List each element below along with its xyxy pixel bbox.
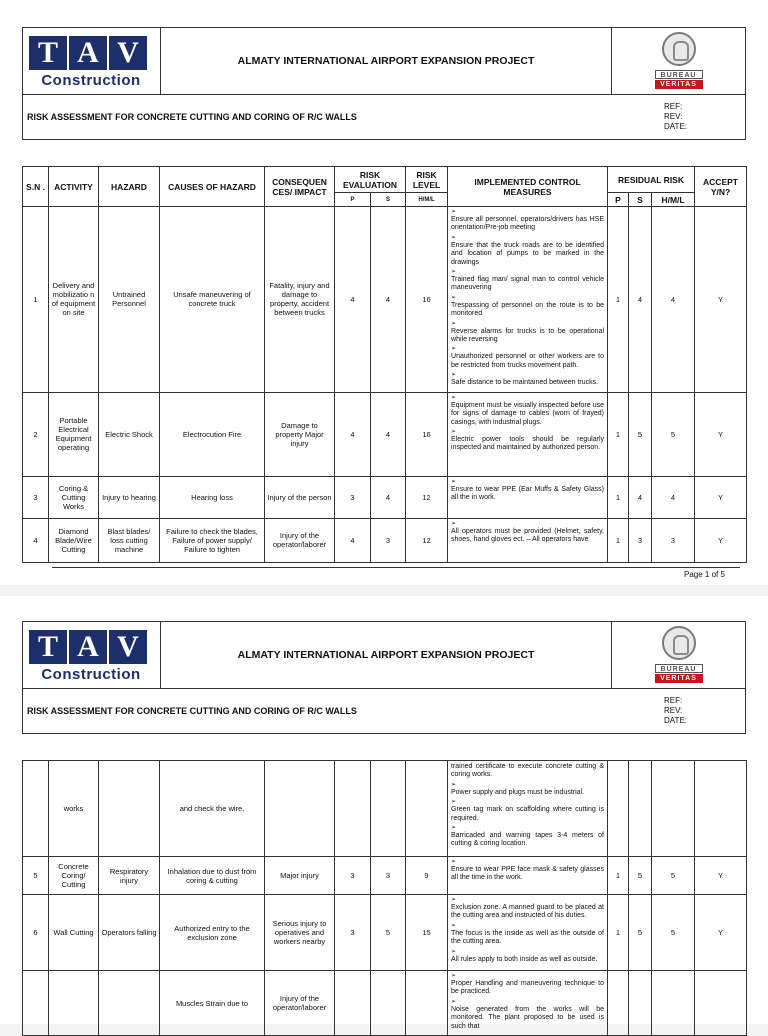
row-residual-probability: 1 xyxy=(608,476,629,518)
measure-item xyxy=(451,209,604,233)
measure-item xyxy=(451,295,604,319)
row-severity: 5 xyxy=(371,895,406,971)
row-severity: 4 xyxy=(371,392,406,476)
row-probability xyxy=(335,761,371,857)
certification-seal-icon xyxy=(662,32,696,66)
measure-item xyxy=(451,521,604,545)
measure-text: Electric power tools should be regularly inspected and maintained by authorized person. xyxy=(451,435,605,452)
row-residual-probability xyxy=(608,761,629,857)
row-causes: Muscles Strain due to xyxy=(160,971,265,1036)
row-severity xyxy=(371,971,406,1036)
row-risk-level: 12 xyxy=(406,518,448,562)
document-header xyxy=(22,27,746,140)
row-residual-level: 5 xyxy=(652,895,695,971)
measure-text: All rules apply to both inside as well as outside. xyxy=(451,955,598,963)
row-activity: Wall Cutting xyxy=(49,895,99,971)
row-causes: Failure to check the blades, Failure of power supply/ Failure to tighten xyxy=(160,518,265,562)
row-residual-level: 4 xyxy=(652,207,695,393)
row-accept: Y xyxy=(695,207,747,393)
table-row xyxy=(23,857,747,895)
row-severity xyxy=(371,761,406,857)
row-severity: 3 xyxy=(371,518,406,562)
rev-label: REV: xyxy=(664,112,683,121)
table-row xyxy=(23,392,747,476)
certifier-line1: BUREAU xyxy=(655,70,703,79)
arrow-bullet-icon: ➢ xyxy=(451,948,457,955)
row-probability: 4 xyxy=(335,207,371,393)
row-hazard: Untrained Personnel xyxy=(99,207,160,393)
certifier-line2: VERITAS xyxy=(655,80,703,89)
tav-logo xyxy=(23,622,161,688)
arrow-bullet-icon: ➢ xyxy=(451,922,457,929)
col-sn: S.N . xyxy=(23,167,49,207)
row-risk-level: 12 xyxy=(406,476,448,518)
col-res-s: S xyxy=(629,193,652,207)
measure-item xyxy=(451,235,604,267)
measure-text: Barricaded and warning tapes 3-4 meters of cutting & coring location. xyxy=(451,832,604,848)
measure-item xyxy=(451,321,604,345)
logo-letter: T xyxy=(29,36,67,70)
measure-text: Trained flag man/ signal man to control vehicle maneuvering xyxy=(451,276,605,292)
measure-text: Exclusion zone. A manned guard to be placed at the cutting area and instructed of his duties. xyxy=(451,904,604,920)
arrow-bullet-icon: ➢ xyxy=(451,520,457,527)
ref-label: REF: xyxy=(664,102,683,111)
row-control-measures xyxy=(448,392,608,476)
arrow-bullet-icon: ➢ xyxy=(451,372,457,379)
row-risk-level: 16 xyxy=(406,392,448,476)
row-residual-severity xyxy=(629,971,652,1036)
row-residual-probability: 1 xyxy=(608,392,629,476)
measure-text: Ensure to wear PPE (Ear Muffs & Safety Glass) all the in work. xyxy=(451,485,605,502)
measure-item xyxy=(451,479,604,503)
row-residual-level: 3 xyxy=(652,518,695,562)
logo-word: Construction xyxy=(41,666,141,683)
measure-item xyxy=(451,782,604,797)
row-severity: 3 xyxy=(371,857,406,895)
col-hazard: HAZARD xyxy=(99,167,160,207)
page-2 xyxy=(0,596,768,1030)
row-hazard: Blast blades/ loss cutting machine xyxy=(99,518,160,562)
project-title: ALMATY INTERNATIONAL AIRPORT EXPANSION PROJECT xyxy=(237,55,535,67)
row-activity: Delivery and mobilizatio n of equipment on site xyxy=(49,207,99,393)
bureau-veritas-logo xyxy=(611,28,745,94)
measure-text: Unauthorized personnel or other workers are to be restricted from trucks movement path. xyxy=(451,353,605,369)
col-consequences: CONSEQUEN CES/ IMPACT xyxy=(265,167,335,207)
row-probability: 4 xyxy=(335,518,371,562)
row-residual-probability: 1 xyxy=(608,207,629,393)
row-hazard xyxy=(99,761,160,857)
row-causes: Unsafe maneuvering of concrete truck xyxy=(160,207,265,393)
row-residual-level xyxy=(652,971,695,1036)
row-severity: 4 xyxy=(371,476,406,518)
arrow-bullet-icon: ➢ xyxy=(451,859,457,865)
row-activity: Diamond Blade/Wire Cutting xyxy=(49,518,99,562)
col-residual: RESIDUAL RISK xyxy=(608,167,695,193)
row-causes: and check the wire. xyxy=(160,761,265,857)
project-title: ALMATY INTERNATIONAL AIRPORT EXPANSION PROJECT xyxy=(237,649,535,661)
row-probability xyxy=(335,971,371,1036)
arrow-bullet-icon: ➢ xyxy=(451,478,457,485)
row-residual-severity xyxy=(629,761,652,857)
col-activity: ACTIVITY xyxy=(49,167,99,207)
row-residual-severity: 4 xyxy=(629,476,652,518)
row-accept: Y xyxy=(695,518,747,562)
reference-block xyxy=(664,102,687,132)
page-number: Page 1 of 5 xyxy=(684,570,725,579)
tav-logo xyxy=(23,28,161,94)
row-hazard: Injury to hearing xyxy=(99,476,160,518)
logo-letter: A xyxy=(69,630,107,664)
row-residual-severity: 5 xyxy=(629,857,652,895)
measure-item xyxy=(451,973,604,997)
row-consequences: Fatality, injury and damage to property, accident between trucks xyxy=(265,207,335,393)
measure-text: Green tag mark on scaffolding where cutting is required. xyxy=(451,806,604,822)
row-residual-severity: 4 xyxy=(629,207,652,393)
certification-seal-icon xyxy=(662,626,696,660)
arrow-bullet-icon: ➢ xyxy=(451,269,457,276)
measure-text: Reverse alarms for trucks is to be operational while reversing xyxy=(451,327,605,344)
measure-item xyxy=(451,897,604,921)
measure-item xyxy=(451,999,604,1031)
col-hml: H/M/L xyxy=(406,193,448,207)
measure-text: Proper Handling and maneuvering technique to be practiced. xyxy=(451,980,604,996)
logo-word: Construction xyxy=(41,72,141,89)
arrow-bullet-icon: ➢ xyxy=(451,346,457,353)
row-control-measures xyxy=(448,518,608,562)
row-risk-level xyxy=(406,971,448,1036)
row-consequences xyxy=(265,761,335,857)
row-risk-level xyxy=(406,761,448,857)
row-accept: Y xyxy=(695,857,747,895)
col-res-p: P xyxy=(608,193,629,207)
row-risk-level: 9 xyxy=(406,857,448,895)
row-accept xyxy=(695,761,747,857)
measure-item xyxy=(451,372,604,387)
row-accept: Y xyxy=(695,392,747,476)
measure-item xyxy=(451,949,604,964)
row-risk-level: 15 xyxy=(406,895,448,971)
row-consequences: Injury of the operator/laborer xyxy=(265,518,335,562)
row-hazard: Respiratory injury xyxy=(99,857,160,895)
assessment-title: RISK ASSESSMENT FOR CONCRETE CUTTING AND CORING OF R/C WALLS xyxy=(27,112,357,122)
measure-text: Ensure all personnel, operators/drivers has HSE orientation/Pre-job meeting xyxy=(451,216,605,232)
row-activity: Concrete Coring/ Cutting xyxy=(49,857,99,895)
row-activity: Coring & Cutting Works xyxy=(49,476,99,518)
row-residual-severity: 3 xyxy=(629,518,652,562)
row-sn: 6 xyxy=(23,895,49,971)
arrow-bullet-icon: ➢ xyxy=(451,234,457,241)
measure-text: Safe distance to be maintained between trucks. xyxy=(451,379,599,387)
col-accept: ACCEPT Y/N? xyxy=(695,167,747,207)
row-control-measures xyxy=(448,857,608,895)
row-consequences: Injury of the person xyxy=(265,476,335,518)
risk-table-page1 xyxy=(22,166,747,563)
row-sn xyxy=(23,761,49,857)
arrow-bullet-icon: ➢ xyxy=(451,781,457,788)
measure-text: Ensure that the truck roads are to be identified and location of pumps to be marked in the drawings xyxy=(451,241,605,266)
row-activity: works xyxy=(49,761,99,857)
row-hazard xyxy=(99,971,160,1036)
row-probability: 4 xyxy=(335,392,371,476)
row-sn xyxy=(23,971,49,1036)
measure-text: Noise generated from the works will be monitored. The plant proposed to be used is such that xyxy=(451,1005,604,1030)
measure-text: All operators must be provided (Helmet, safety, shoes, hand gloves ect. – All operators have xyxy=(451,527,605,544)
col-risk-level: RISK LEVEL xyxy=(406,167,448,193)
row-probability: 3 xyxy=(335,857,371,895)
certifier-line2: VERITAS xyxy=(655,674,703,683)
row-causes: Inhalation due to dust from coring & cutting xyxy=(160,857,265,895)
col-s: S xyxy=(371,193,406,207)
row-sn: 2 xyxy=(23,392,49,476)
measure-text: Trespassing of personnel on the route is to be monitored xyxy=(451,301,605,318)
ref-label: REF: xyxy=(664,696,683,705)
table-row xyxy=(23,761,747,857)
row-control-measures xyxy=(448,476,608,518)
date-label: DATE: xyxy=(664,716,687,725)
row-residual-probability: 1 xyxy=(608,518,629,562)
arrow-bullet-icon: ➢ xyxy=(451,294,457,301)
row-control-measures xyxy=(448,761,608,857)
row-consequences: Damage to property Major injury xyxy=(265,392,335,476)
col-res-hml: H/M/L xyxy=(652,193,695,207)
row-residual-probability: 1 xyxy=(608,857,629,895)
row-residual-level: 4 xyxy=(652,476,695,518)
row-control-measures xyxy=(448,207,608,393)
measure-item xyxy=(451,923,604,947)
arrow-bullet-icon: ➢ xyxy=(451,897,457,903)
arrow-bullet-icon: ➢ xyxy=(451,973,457,979)
col-risk-evaluation: RISK EVALUATION xyxy=(335,167,406,193)
row-probability: 3 xyxy=(335,895,371,971)
row-residual-level: 5 xyxy=(652,857,695,895)
measure-item xyxy=(451,395,604,427)
row-residual-severity: 5 xyxy=(629,392,652,476)
measure-item xyxy=(451,429,604,453)
arrow-bullet-icon: ➢ xyxy=(451,428,457,435)
logo-letter: V xyxy=(109,36,147,70)
table-row xyxy=(23,476,747,518)
row-sn: 5 xyxy=(23,857,49,895)
arrow-bullet-icon: ➢ xyxy=(451,825,457,832)
row-consequences: Injury of the operator/laborer xyxy=(265,971,335,1036)
row-accept: Y xyxy=(695,476,747,518)
assessment-title: RISK ASSESSMENT FOR CONCRETE CUTTING AND CORING OF R/C WALLS xyxy=(27,706,357,716)
col-p: P xyxy=(335,193,371,207)
measure-item xyxy=(451,269,604,293)
row-consequences: Serious injury to operatives and workers nearby xyxy=(265,895,335,971)
row-probability: 3 xyxy=(335,476,371,518)
row-sn: 1 xyxy=(23,207,49,393)
row-hazard: Electric Shock xyxy=(99,392,160,476)
measure-item xyxy=(451,825,604,849)
logo-letter: A xyxy=(69,36,107,70)
row-activity: Portable Electrical Equipment operating xyxy=(49,392,99,476)
row-residual-probability xyxy=(608,971,629,1036)
measure-item xyxy=(451,346,604,370)
row-risk-level: 16 xyxy=(406,207,448,393)
measure-item xyxy=(451,799,604,823)
arrow-bullet-icon: ➢ xyxy=(451,209,457,215)
row-causes: Hearing loss xyxy=(160,476,265,518)
row-control-measures xyxy=(448,895,608,971)
row-sn: 3 xyxy=(23,476,49,518)
footer-divider xyxy=(52,567,740,568)
measure-text: Ensure to wear PPE face mask & safety glasses all the time in the work. xyxy=(451,866,604,882)
row-causes: Electrocution Fire xyxy=(160,392,265,476)
logo-letter: T xyxy=(29,630,67,664)
row-consequences: Major injury xyxy=(265,857,335,895)
arrow-bullet-icon: ➢ xyxy=(451,320,457,327)
row-residual-probability: 1 xyxy=(608,895,629,971)
table-row xyxy=(23,971,747,1036)
row-hazard: Operators falling xyxy=(99,895,160,971)
row-sn: 4 xyxy=(23,518,49,562)
document-header xyxy=(22,621,746,734)
row-accept xyxy=(695,971,747,1036)
measure-text: Equipment must be visually inspected before use for signs of damage to cables (worn of frayed) casings, with industrial plugs. xyxy=(451,401,605,426)
measure-lead-text: trained certificate to execute concrete cutting & coring works. xyxy=(451,763,604,779)
table-row xyxy=(23,207,747,393)
row-residual-level: 5 xyxy=(652,392,695,476)
arrow-bullet-icon: ➢ xyxy=(451,799,457,806)
logo-letter: V xyxy=(109,630,147,664)
arrow-bullet-icon: ➢ xyxy=(451,998,457,1005)
reference-block xyxy=(664,696,687,726)
rev-label: REV: xyxy=(664,706,683,715)
col-measures: IMPLEMENTED CONTROL MEASURES xyxy=(448,167,608,207)
table-row xyxy=(23,895,747,971)
date-label: DATE: xyxy=(664,122,687,131)
row-residual-level xyxy=(652,761,695,857)
arrow-bullet-icon: ➢ xyxy=(451,394,457,401)
row-control-measures xyxy=(448,971,608,1036)
risk-table-page2 xyxy=(22,760,747,1036)
measure-text: Power supply and plugs must be industrial. xyxy=(451,788,585,796)
row-activity xyxy=(49,971,99,1036)
table-row xyxy=(23,518,747,562)
row-accept: Y xyxy=(695,895,747,971)
row-residual-severity: 5 xyxy=(629,895,652,971)
col-causes: CAUSES OF HAZARD xyxy=(160,167,265,207)
certifier-line1: BUREAU xyxy=(655,664,703,673)
bureau-veritas-logo xyxy=(611,622,745,688)
row-severity: 4 xyxy=(371,207,406,393)
row-causes: Authorized entry to the exclusion zone xyxy=(160,895,265,971)
measure-item xyxy=(451,859,604,883)
measure-text: The focus is the inside as well as the outside of the cutting area. xyxy=(451,929,604,946)
